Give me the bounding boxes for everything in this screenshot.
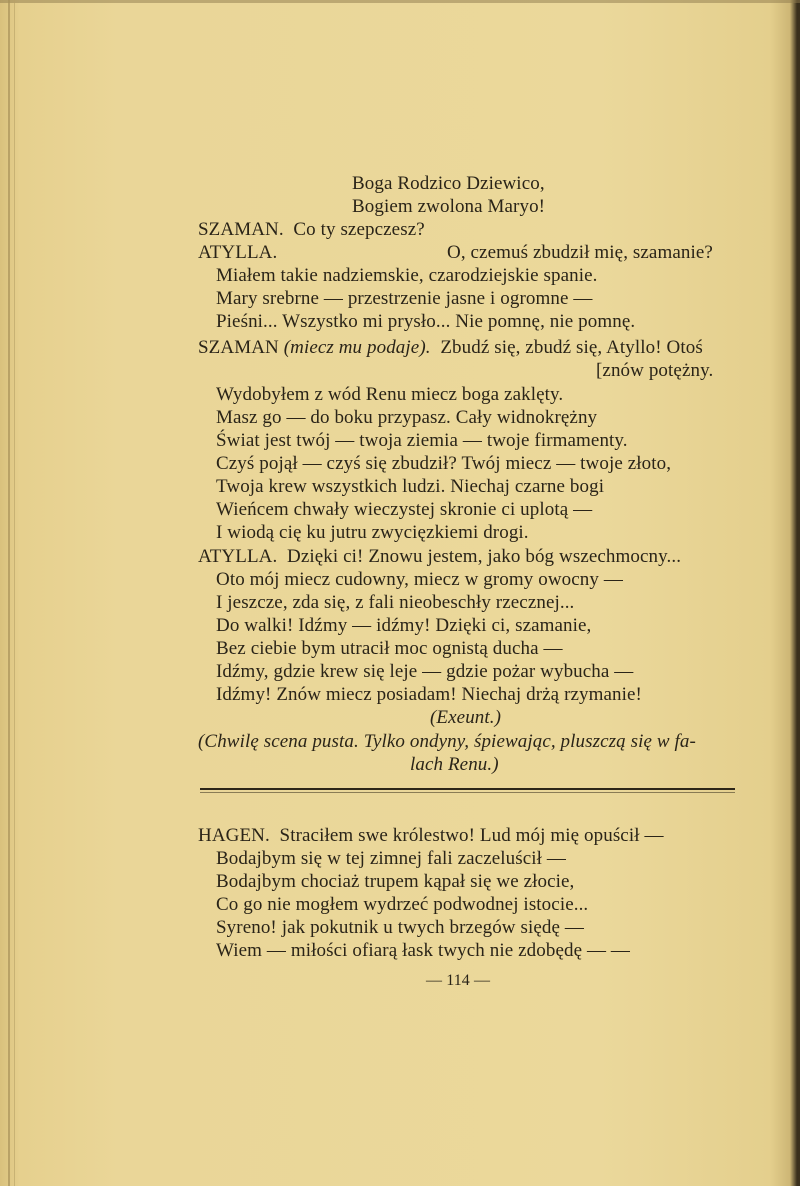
dialogue-text: Co ty szepczesz?: [293, 219, 425, 240]
scene-divider: [200, 788, 735, 790]
dialogue-line: [198, 825, 664, 847]
verse-line: Bodajbym chociaż trupem kąpał się we złocie,: [216, 871, 575, 892]
dialogue-line: [198, 546, 681, 568]
verse-line: Syreno! jak pokutnik u twych brzegów siędę —: [216, 917, 584, 938]
verse-line: Boga Rodzico Dziewico,: [352, 173, 545, 194]
verse-line: Twoja krew wszystkich ludzi. Niechaj czarne bogi: [216, 476, 605, 497]
verse-line: Bogiem zwolona Maryo!: [352, 196, 546, 217]
verse-line: I wiodą cię ku jutru zwycięzkiemi drogi.: [216, 522, 529, 543]
page-binding-edge-inner: [14, 0, 15, 1186]
verse-line: Idźmy, gdzie krew się leje — gdzie pożar wybucha —: [216, 661, 634, 682]
page-top-edge: [0, 0, 800, 3]
verse-line: Wiem — miłości ofiarą łask twych nie zdobędę — —: [216, 940, 631, 961]
stage-direction-exeunt: (Exeunt.): [430, 707, 502, 728]
speaker-name: ATYLLA.: [198, 546, 278, 567]
verse-line: Miałem takie nadziemskie, czarodziejskie spanie.: [216, 265, 598, 286]
dialogue-text: Zbudź się, zbudź się, Atyllo! Otoś: [440, 337, 703, 358]
speaker-name: ATYLLA.: [198, 242, 278, 263]
verse-continuation: [znów potężny.: [596, 360, 714, 381]
verse-line: Co go nie mogłem wydrzeć podwodnej istocie...: [216, 894, 589, 915]
verse-line: Oto mój miecz cudowny, miecz w gromy owocny —: [216, 569, 623, 590]
verse-line: Bez ciebie bym utracił moc ognistą ducha —: [216, 638, 563, 659]
dialogue-text: Straciłem swe królestwo! Lud mój mię opuścił —: [279, 825, 664, 846]
dialogue-text: Dzięki ci! Znowu jestem, jako bóg wszechmocny...: [287, 546, 682, 567]
verse-line: Świat jest twój — twoja ziemia — twoje firmamenty.: [216, 430, 628, 451]
verse-line: I jeszcze, zda się, z fali nieobeschły rzecznej...: [216, 592, 575, 613]
verse-line: Idźmy! Znów miecz posiadam! Niechaj drżą rzymanie!: [216, 684, 642, 705]
verse-line: Pieśni... Wszystko mi prysło... Nie pomnę, nie pomnę.: [216, 311, 636, 332]
verse-line: Wieńcem chwały wieczystej skronie ci uplotą —: [216, 499, 593, 520]
stage-direction: lach Renu.): [410, 754, 499, 775]
verse-line: Masz go — do boku przypasz. Cały widnokrężny: [216, 407, 598, 428]
verse-line: Czyś pojął — czyś się zbudził? Twój miecz — twoje złoto,: [216, 453, 672, 474]
dialogue-line: [198, 337, 703, 359]
verse-line: Bodajbym się w tej zimnej fali zaczeluścił —: [216, 848, 566, 869]
scene-divider-shadow: [200, 792, 735, 793]
page-number: — 114 —: [426, 972, 491, 989]
speaker-name: SZAMAN: [198, 337, 279, 358]
dialogue-line: [198, 219, 425, 241]
stage-direction: (miecz mu podaje).: [283, 337, 431, 358]
verse-line: Mary srebrne — przestrzenie jasne i ogromne —: [216, 288, 593, 309]
dialogue-text: O, czemuś zbudził mię, szamanie?: [447, 242, 713, 263]
verse-line: Wydobyłem z wód Renu miecz boga zaklęty.: [216, 384, 564, 405]
speaker-name: HAGEN.: [198, 825, 270, 846]
verse-line: Do walki! Idźmy — idźmy! Dzięki ci, szamanie,: [216, 615, 592, 636]
page-binding-edge: [8, 0, 10, 1186]
stage-direction: (Chwilę scena pusta. Tylko ondyny, śpiewając, pluszczą się w fa-: [198, 731, 696, 752]
speaker-name: SZAMAN.: [198, 219, 284, 240]
